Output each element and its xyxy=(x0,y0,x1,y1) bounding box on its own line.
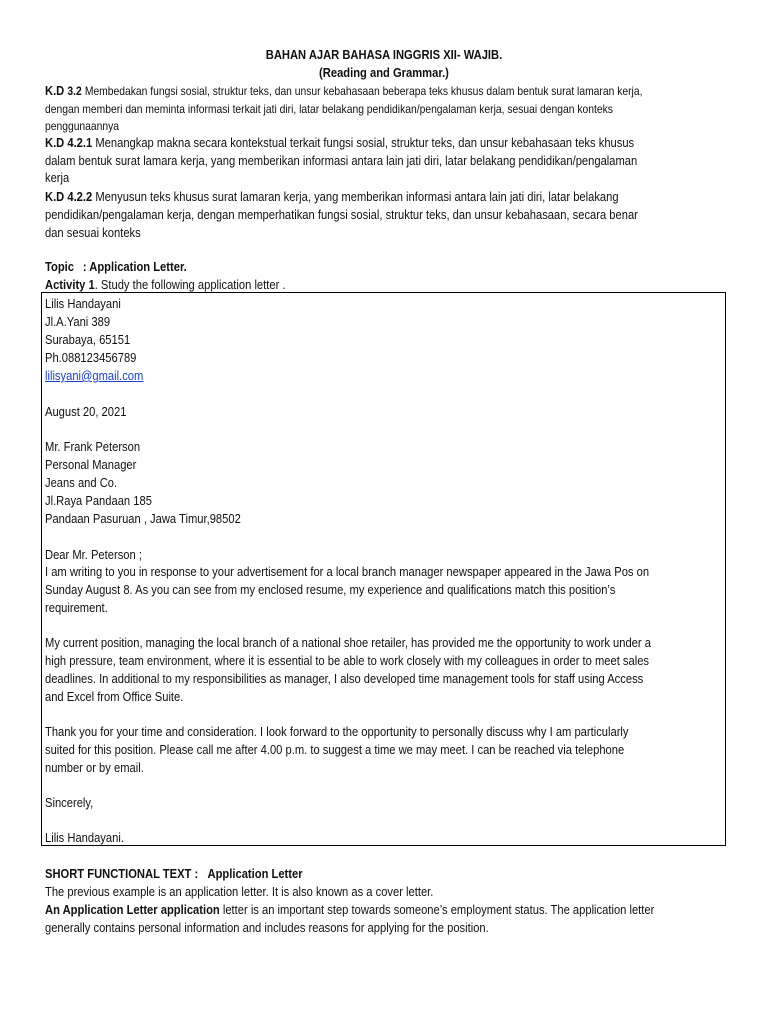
kd-3-2-num: 3.2 xyxy=(67,84,82,98)
sender-email-link[interactable]: lilisyani@gmail.com xyxy=(45,368,144,383)
activity-text: . Study the following application letter . xyxy=(94,277,286,292)
section-heading xyxy=(45,865,303,883)
recipient-street: Jl.Raya Pandaan 185 xyxy=(45,493,152,508)
kd-3-2-text: Membedakan fungsi sosial, struktur teks, dan unsur kebahasaan beberapa teks khusus dalam bentuk surat lamaran kerja, xyxy=(84,84,643,98)
sender-name: Lilis Handayani xyxy=(45,296,121,311)
document-title: BAHAN AJAR BAHASA INGGRIS XII- WAJIB. xyxy=(265,47,503,62)
kd-4-2-1-text: Menangkap makna secara kontekstual terkait fungsi sosial, struktur teks, dan unsur kebahasaan teks khusus xyxy=(95,135,635,150)
letter-salutation: Dear Mr. Peterson ; xyxy=(45,547,142,562)
sender-address: Jl.A.Yani 389 xyxy=(45,314,111,329)
sender-phone: Ph.088123456789 xyxy=(45,350,137,365)
kd-3-2-line-1 xyxy=(45,82,642,100)
recipient-city: Pandaan Pasuruan , Jawa Timur,98502 xyxy=(45,511,241,526)
letter-para1-line: requirement. xyxy=(45,600,108,615)
kd-3-2-line-2: dengan memberi dan meminta informasi terkait jati diri, latar belakang pendidikan/pengalaman kerja, sesuai dengan konteks xyxy=(45,102,613,116)
kd-4-2-1-line-1 xyxy=(45,134,634,152)
section-heading-value: Application Letter xyxy=(207,866,303,881)
section-heading-label: SHORT FUNCTIONAL TEXT : xyxy=(45,866,199,881)
kd-4-2-2-text: Menyusun teks khusus surat lamaran kerja, yang memberikan informasi antara lain jati diri, latar belakang xyxy=(95,189,619,204)
section-line-1: The previous example is an application letter. It is also known as a cover letter. xyxy=(45,884,434,899)
section-definition xyxy=(45,901,654,919)
kd-4-2-1-code: K.D 4.2.1 xyxy=(45,135,93,150)
definition-term: An Application Letter application xyxy=(45,902,220,917)
letter-para1-line: I am writing to you in response to your advertisement for a local branch manager newspaper appeared in the Jawa Pos on xyxy=(45,564,650,579)
recipient-title: Personal Manager xyxy=(45,457,137,472)
letter-closing: Sincerely, xyxy=(45,795,94,810)
topic-label: Topic xyxy=(45,259,74,274)
kd-4-2-1-line-3: kerja xyxy=(45,170,70,185)
letter-para3-line: suited for this position. Please call me after 4.00 p.m. to suggest a time we may meet. I can be reached via telephone xyxy=(45,742,625,757)
letter-para1-line: Sunday August 8. As you can see from my enclosed resume, my experience and qualifications match this position’s xyxy=(45,582,616,597)
section-definition-line-2: generally contains personal information and includes reasons for applying for the position. xyxy=(45,920,489,935)
topic-value: : Application Letter. xyxy=(82,259,187,274)
kd-4-2-2-line-3: dan sesuai konteks xyxy=(45,225,141,240)
kd-4-2-2-line-2: pendidikan/pengalaman kerja, dengan memperhatikan fungsi sosial, struktur teks, dan unsur kebahasaan, secara benar xyxy=(45,207,638,222)
letter-para2-line: high pressure, team environment, where it is essential to be able to work closely with my colleagues in order to meet sales xyxy=(45,653,650,668)
topic-line xyxy=(45,258,187,276)
kd-4-2-2-code: K.D 4.2.2 xyxy=(45,189,93,204)
letter-para3-line: Thank you for your time and consideration. I look forward to the opportunity to personally discuss why I am particularly xyxy=(45,724,629,739)
letter-para3-line: number or by email. xyxy=(45,760,144,775)
recipient-company: Jeans and Co. xyxy=(45,475,118,490)
letter-para2-line: My current position, managing the local branch of a national shoe retailer, has provided me the opportunity to work under a xyxy=(45,635,651,650)
letter-para2-line: and Excel from Office Suite. xyxy=(45,689,184,704)
document-subtitle: (Reading and Grammar.) xyxy=(319,65,449,80)
sender-city: Surabaya, 65151 xyxy=(45,332,131,347)
activity-label: Activity 1 xyxy=(45,277,95,292)
kd-4-2-2-line-1 xyxy=(45,188,619,206)
letter-date: August 20, 2021 xyxy=(45,404,127,419)
kd-3-2-line-3: penggunaannya xyxy=(45,119,120,133)
definition-text: letter is an important step towards someone’s employment status. The application letter xyxy=(219,902,655,917)
kd-4-2-1-line-2: dalam bentuk surat lamara kerja, yang memberikan informasi antara lain jati diri, latar belakang pendidikan/pengalaman xyxy=(45,153,638,168)
letter-para2-line: deadlines. In additional to my responsibilities as manager, I also developed time management tools for staff using Access xyxy=(45,671,644,686)
letter-signature: Lilis Handayani. xyxy=(45,830,124,845)
recipient-name: Mr. Frank Peterson xyxy=(45,439,141,454)
kd-3-2-code: K.D xyxy=(45,83,65,98)
